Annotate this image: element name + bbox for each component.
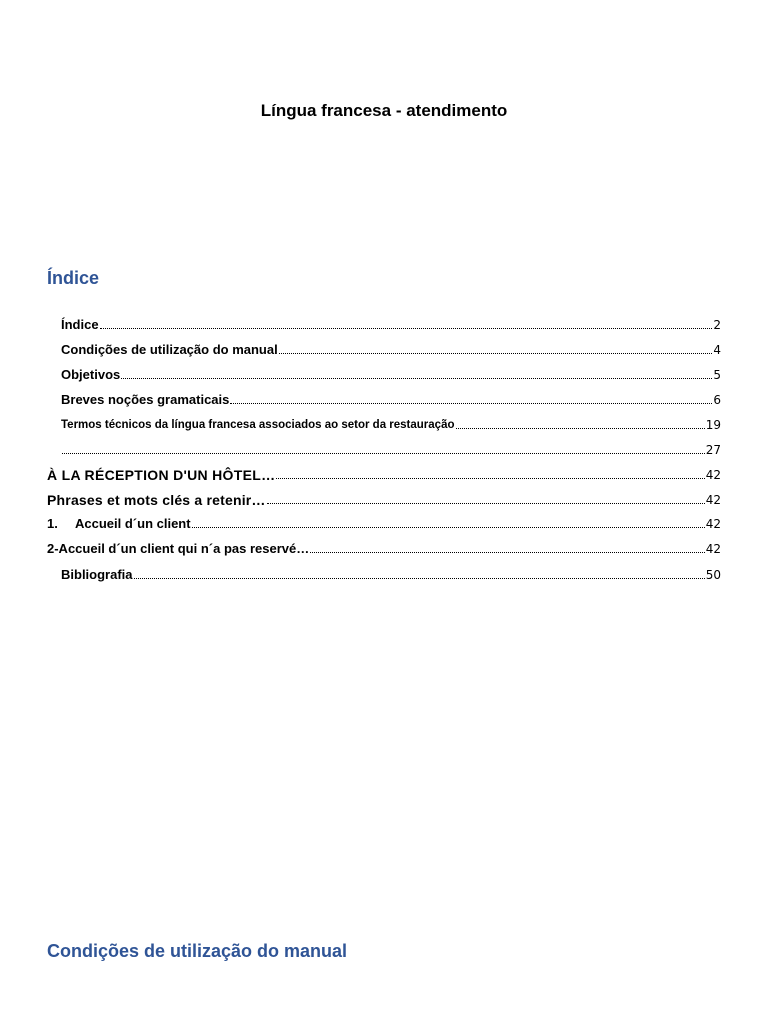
toc-entry-objetivos[interactable] [61,363,721,383]
toc-entry-label: Índice [61,317,99,332]
toc-leader-dots [267,503,705,504]
toc-entry-reception[interactable] [47,463,721,483]
toc-entry-number: 1. [47,516,58,531]
toc-entry-page: 27 [705,443,721,457]
toc-entry-label [47,516,191,532]
toc-entry-indice[interactable] [61,313,721,333]
toc-entry-page: 42 [705,468,721,482]
toc-entry-page: 19 [705,418,721,432]
toc-entry-label: Condições de utilização do manual [61,342,278,357]
toc-entry-label: Breves noções gramaticais [61,392,230,407]
toc-entry-label: À LA RÉCEPTION D'UN HÔTEL… [47,467,276,483]
toc-entry-page: 50 [705,568,721,582]
toc-leader-dots [279,353,713,354]
section-heading: Condições de utilização do manual [47,941,348,961]
toc-entry-label-text: Accueil d´un client [75,516,191,531]
toc-entry-page: 42 [705,517,721,531]
toc-entry-accueil-2[interactable] [47,537,721,557]
toc-entry-condicoes[interactable] [61,338,721,358]
toc-leader-dots [310,552,704,553]
toc-entry-bibliografia[interactable] [61,563,721,583]
toc-heading: Índice [47,268,100,288]
toc-leader-dots [134,578,705,579]
toc-leader-dots [276,478,704,479]
toc-leader-dots [456,428,705,429]
toc-leader-dots [192,527,705,528]
toc-leader-dots [100,328,713,329]
toc-leader-dots [62,453,705,454]
toc-entry-page: 42 [705,542,721,556]
toc-entry-nocoes[interactable] [61,388,721,408]
toc-leader-dots [230,403,712,404]
toc-entry-label: Phrases et mots clés a retenir… [47,492,266,508]
toc-entry-phrases[interactable] [47,488,721,508]
document-title: Língua francesa - atendimento [260,101,508,120]
toc-entry-untitled[interactable] [61,438,721,458]
toc-leader-dots [121,378,712,379]
toc-entry-accueil[interactable] [47,512,721,532]
toc-entry-page: 2 [713,318,721,332]
toc-entry-label: Objetivos [61,367,121,382]
toc-entry-page: 42 [705,493,721,507]
toc-entry-label: Bibliografia [61,567,133,582]
toc-entry-page: 4 [713,343,721,357]
toc-entry-termos[interactable] [61,413,721,433]
toc-entry-label: Termos técnicos da língua francesa associados ao setor da restauração [61,419,455,431]
toc-entry-page: 6 [713,393,721,407]
toc-entry-label: 2-Accueil d´un client qui n´a pas reservé… [47,541,310,556]
toc-entry-page: 5 [713,368,721,382]
